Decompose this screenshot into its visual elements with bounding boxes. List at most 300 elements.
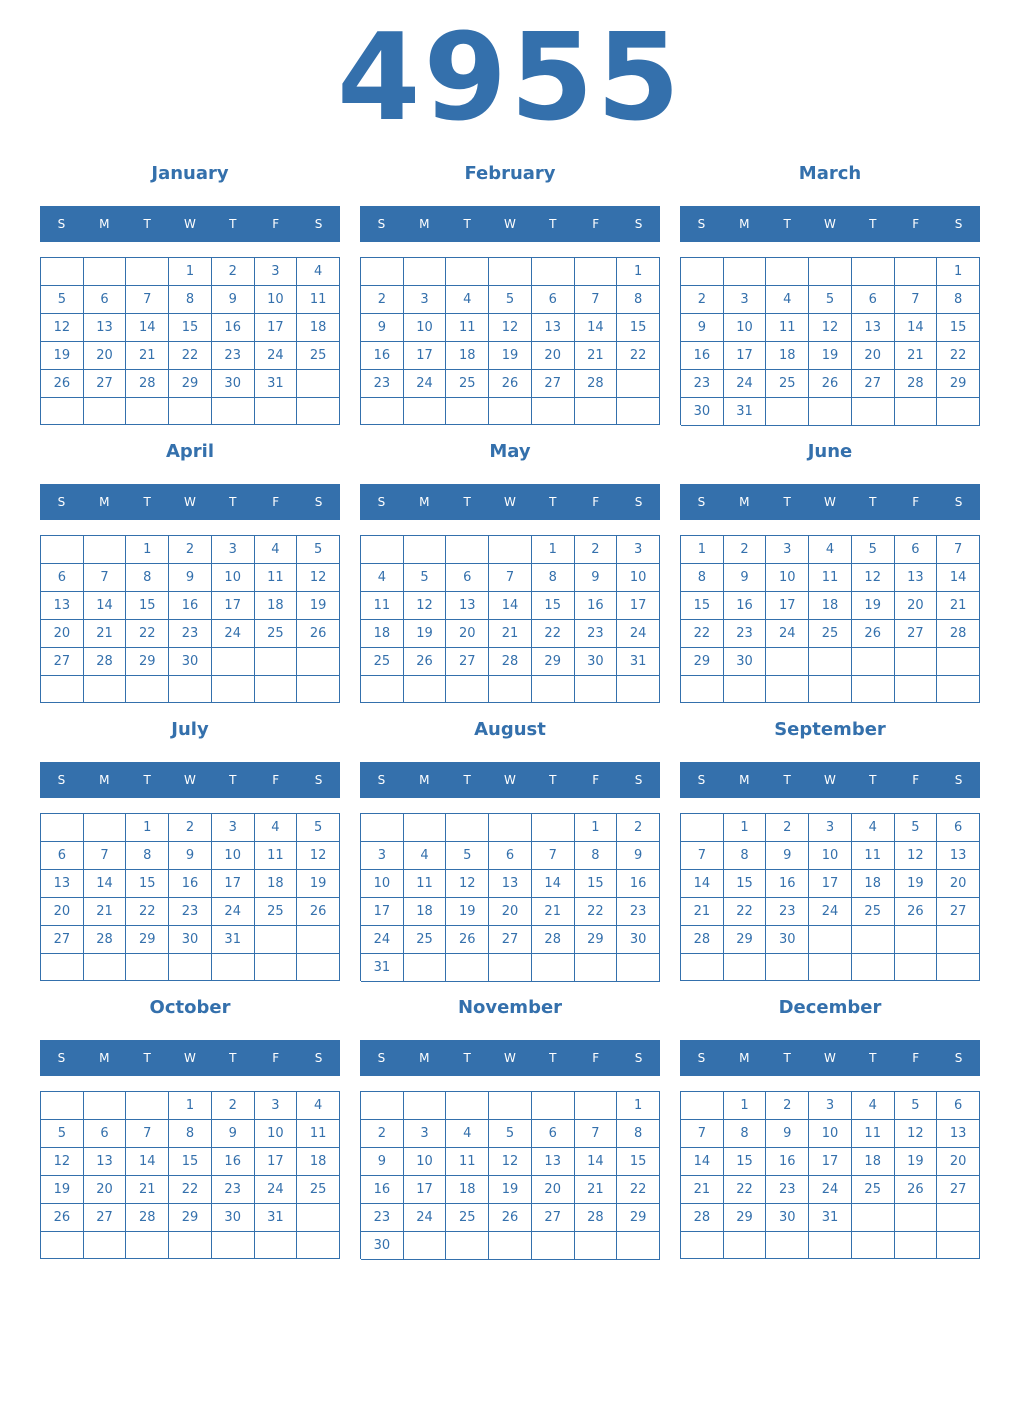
day-cell[interactable]: 27 — [937, 898, 980, 926]
day-cell[interactable]: 14 — [575, 1148, 618, 1176]
day-cell[interactable]: 30 — [617, 926, 660, 954]
day-cell[interactable]: 15 — [617, 314, 660, 342]
day-cell[interactable]: 22 — [937, 342, 980, 370]
day-cell[interactable]: 13 — [489, 870, 532, 898]
day-cell[interactable]: 8 — [532, 564, 575, 592]
day-cell[interactable]: 30 — [169, 648, 212, 676]
day-cell[interactable]: 6 — [532, 286, 575, 314]
day-cell[interactable]: 12 — [489, 1148, 532, 1176]
day-cell[interactable]: 28 — [84, 926, 127, 954]
day-cell[interactable]: 2 — [617, 814, 660, 842]
day-cell[interactable]: 1 — [724, 814, 767, 842]
day-cell[interactable]: 30 — [361, 1232, 404, 1260]
day-cell[interactable]: 25 — [255, 898, 298, 926]
day-cell[interactable]: 17 — [212, 870, 255, 898]
day-cell[interactable]: 3 — [212, 814, 255, 842]
day-cell[interactable]: 1 — [126, 814, 169, 842]
day-cell[interactable]: 3 — [212, 536, 255, 564]
day-cell[interactable]: 8 — [575, 842, 618, 870]
day-cell[interactable]: 1 — [617, 258, 660, 286]
day-cell[interactable]: 26 — [297, 620, 340, 648]
day-cell[interactable]: 15 — [724, 870, 767, 898]
day-cell[interactable]: 7 — [575, 1120, 618, 1148]
day-cell[interactable]: 23 — [617, 898, 660, 926]
day-cell[interactable]: 25 — [809, 620, 852, 648]
day-cell[interactable]: 5 — [404, 564, 447, 592]
day-cell[interactable]: 17 — [617, 592, 660, 620]
day-cell[interactable]: 31 — [255, 370, 298, 398]
day-cell[interactable]: 13 — [84, 1148, 127, 1176]
day-cell[interactable]: 11 — [446, 1148, 489, 1176]
day-cell[interactable]: 22 — [575, 898, 618, 926]
day-cell[interactable]: 25 — [446, 370, 489, 398]
day-cell[interactable]: 25 — [852, 898, 895, 926]
day-cell[interactable]: 1 — [617, 1092, 660, 1120]
day-cell[interactable]: 22 — [681, 620, 724, 648]
day-cell[interactable]: 18 — [297, 1148, 340, 1176]
day-cell[interactable]: 8 — [724, 1120, 767, 1148]
day-cell[interactable]: 21 — [84, 898, 127, 926]
day-cell[interactable]: 31 — [361, 954, 404, 982]
day-cell[interactable]: 9 — [212, 286, 255, 314]
day-cell[interactable]: 25 — [404, 926, 447, 954]
day-cell[interactable]: 30 — [724, 648, 767, 676]
day-cell[interactable]: 12 — [895, 1120, 938, 1148]
day-cell[interactable]: 27 — [895, 620, 938, 648]
day-cell[interactable]: 11 — [809, 564, 852, 592]
day-cell[interactable]: 13 — [84, 314, 127, 342]
day-cell[interactable]: 18 — [446, 342, 489, 370]
day-cell[interactable]: 18 — [766, 342, 809, 370]
day-cell[interactable]: 7 — [489, 564, 532, 592]
day-cell[interactable]: 21 — [937, 592, 980, 620]
day-cell[interactable]: 15 — [681, 592, 724, 620]
day-cell[interactable]: 23 — [766, 1176, 809, 1204]
day-cell[interactable]: 27 — [852, 370, 895, 398]
day-cell[interactable]: 30 — [212, 1204, 255, 1232]
day-cell[interactable]: 17 — [361, 898, 404, 926]
day-cell[interactable]: 27 — [84, 1204, 127, 1232]
day-cell[interactable]: 18 — [297, 314, 340, 342]
day-cell[interactable]: 29 — [724, 926, 767, 954]
day-cell[interactable]: 20 — [446, 620, 489, 648]
day-cell[interactable]: 12 — [895, 842, 938, 870]
day-cell[interactable]: 27 — [532, 370, 575, 398]
day-cell[interactable]: 30 — [169, 926, 212, 954]
day-cell[interactable]: 9 — [681, 314, 724, 342]
day-cell[interactable]: 29 — [937, 370, 980, 398]
day-cell[interactable]: 21 — [126, 342, 169, 370]
day-cell[interactable]: 10 — [766, 564, 809, 592]
day-cell[interactable]: 26 — [446, 926, 489, 954]
day-cell[interactable]: 4 — [766, 286, 809, 314]
day-cell[interactable]: 22 — [724, 1176, 767, 1204]
day-cell[interactable]: 9 — [361, 1148, 404, 1176]
day-cell[interactable]: 22 — [169, 342, 212, 370]
day-cell[interactable]: 26 — [297, 898, 340, 926]
day-cell[interactable]: 24 — [404, 370, 447, 398]
day-cell[interactable]: 3 — [404, 286, 447, 314]
day-cell[interactable]: 17 — [255, 314, 298, 342]
day-cell[interactable]: 18 — [255, 592, 298, 620]
day-cell[interactable]: 2 — [169, 536, 212, 564]
day-cell[interactable]: 28 — [681, 926, 724, 954]
day-cell[interactable]: 7 — [937, 536, 980, 564]
day-cell[interactable]: 11 — [255, 842, 298, 870]
day-cell[interactable]: 25 — [446, 1204, 489, 1232]
day-cell[interactable]: 28 — [84, 648, 127, 676]
day-cell[interactable]: 14 — [895, 314, 938, 342]
day-cell[interactable]: 31 — [809, 1204, 852, 1232]
day-cell[interactable]: 7 — [84, 842, 127, 870]
day-cell[interactable]: 19 — [297, 870, 340, 898]
day-cell[interactable]: 16 — [361, 342, 404, 370]
day-cell[interactable]: 29 — [126, 926, 169, 954]
day-cell[interactable]: 3 — [404, 1120, 447, 1148]
day-cell[interactable]: 2 — [724, 536, 767, 564]
day-cell[interactable]: 14 — [489, 592, 532, 620]
day-cell[interactable]: 20 — [895, 592, 938, 620]
day-cell[interactable]: 12 — [446, 870, 489, 898]
day-cell[interactable]: 18 — [809, 592, 852, 620]
day-cell[interactable]: 11 — [361, 592, 404, 620]
day-cell[interactable]: 26 — [489, 1204, 532, 1232]
day-cell[interactable]: 24 — [212, 898, 255, 926]
day-cell[interactable]: 19 — [895, 1148, 938, 1176]
day-cell[interactable]: 18 — [361, 620, 404, 648]
day-cell[interactable]: 11 — [766, 314, 809, 342]
day-cell[interactable]: 4 — [446, 286, 489, 314]
day-cell[interactable]: 27 — [532, 1204, 575, 1232]
day-cell[interactable]: 4 — [809, 536, 852, 564]
day-cell[interactable]: 7 — [681, 842, 724, 870]
day-cell[interactable]: 28 — [575, 370, 618, 398]
day-cell[interactable]: 10 — [404, 1148, 447, 1176]
day-cell[interactable]: 20 — [41, 620, 84, 648]
day-cell[interactable]: 13 — [41, 592, 84, 620]
day-cell[interactable]: 13 — [937, 842, 980, 870]
day-cell[interactable]: 10 — [617, 564, 660, 592]
day-cell[interactable]: 7 — [681, 1120, 724, 1148]
day-cell[interactable]: 10 — [809, 842, 852, 870]
day-cell[interactable]: 6 — [895, 536, 938, 564]
day-cell[interactable]: 13 — [852, 314, 895, 342]
day-cell[interactable]: 15 — [532, 592, 575, 620]
day-cell[interactable]: 20 — [489, 898, 532, 926]
day-cell[interactable]: 19 — [489, 1176, 532, 1204]
day-cell[interactable]: 25 — [297, 342, 340, 370]
day-cell[interactable]: 15 — [617, 1148, 660, 1176]
day-cell[interactable]: 20 — [41, 898, 84, 926]
day-cell[interactable]: 6 — [532, 1120, 575, 1148]
day-cell[interactable]: 23 — [212, 1176, 255, 1204]
day-cell[interactable]: 22 — [617, 1176, 660, 1204]
day-cell[interactable]: 6 — [446, 564, 489, 592]
day-cell[interactable]: 21 — [681, 1176, 724, 1204]
day-cell[interactable]: 3 — [766, 536, 809, 564]
day-cell[interactable]: 2 — [212, 1092, 255, 1120]
day-cell[interactable]: 19 — [41, 342, 84, 370]
day-cell[interactable]: 27 — [84, 370, 127, 398]
day-cell[interactable]: 4 — [297, 258, 340, 286]
day-cell[interactable]: 17 — [212, 592, 255, 620]
day-cell[interactable]: 4 — [255, 536, 298, 564]
day-cell[interactable]: 16 — [617, 870, 660, 898]
day-cell[interactable]: 7 — [126, 286, 169, 314]
day-cell[interactable]: 6 — [852, 286, 895, 314]
day-cell[interactable]: 5 — [895, 1092, 938, 1120]
day-cell[interactable]: 4 — [297, 1092, 340, 1120]
day-cell[interactable]: 3 — [617, 536, 660, 564]
day-cell[interactable]: 6 — [41, 842, 84, 870]
day-cell[interactable]: 21 — [575, 1176, 618, 1204]
day-cell[interactable]: 26 — [489, 370, 532, 398]
day-cell[interactable]: 10 — [361, 870, 404, 898]
day-cell[interactable]: 11 — [852, 842, 895, 870]
day-cell[interactable]: 29 — [169, 370, 212, 398]
day-cell[interactable]: 22 — [169, 1176, 212, 1204]
day-cell[interactable]: 29 — [169, 1204, 212, 1232]
day-cell[interactable]: 23 — [681, 370, 724, 398]
day-cell[interactable]: 26 — [809, 370, 852, 398]
day-cell[interactable]: 7 — [126, 1120, 169, 1148]
day-cell[interactable]: 24 — [361, 926, 404, 954]
day-cell[interactable]: 9 — [361, 314, 404, 342]
day-cell[interactable]: 14 — [84, 870, 127, 898]
day-cell[interactable]: 23 — [575, 620, 618, 648]
day-cell[interactable]: 24 — [724, 370, 767, 398]
day-cell[interactable]: 15 — [126, 870, 169, 898]
day-cell[interactable]: 2 — [212, 258, 255, 286]
day-cell[interactable]: 14 — [681, 1148, 724, 1176]
day-cell[interactable]: 9 — [766, 842, 809, 870]
day-cell[interactable]: 17 — [255, 1148, 298, 1176]
day-cell[interactable]: 31 — [255, 1204, 298, 1232]
day-cell[interactable]: 24 — [255, 1176, 298, 1204]
day-cell[interactable]: 8 — [169, 1120, 212, 1148]
day-cell[interactable]: 9 — [169, 842, 212, 870]
day-cell[interactable]: 17 — [404, 342, 447, 370]
day-cell[interactable]: 20 — [937, 1148, 980, 1176]
day-cell[interactable]: 2 — [361, 286, 404, 314]
day-cell[interactable]: 2 — [575, 536, 618, 564]
day-cell[interactable]: 14 — [681, 870, 724, 898]
day-cell[interactable]: 9 — [724, 564, 767, 592]
day-cell[interactable]: 8 — [126, 564, 169, 592]
day-cell[interactable]: 6 — [489, 842, 532, 870]
day-cell[interactable]: 12 — [404, 592, 447, 620]
day-cell[interactable]: 20 — [937, 870, 980, 898]
day-cell[interactable]: 26 — [852, 620, 895, 648]
day-cell[interactable]: 25 — [852, 1176, 895, 1204]
day-cell[interactable]: 29 — [575, 926, 618, 954]
day-cell[interactable]: 9 — [575, 564, 618, 592]
day-cell[interactable]: 23 — [169, 898, 212, 926]
day-cell[interactable]: 20 — [84, 1176, 127, 1204]
day-cell[interactable]: 8 — [617, 286, 660, 314]
day-cell[interactable]: 29 — [724, 1204, 767, 1232]
day-cell[interactable]: 30 — [212, 370, 255, 398]
day-cell[interactable]: 21 — [681, 898, 724, 926]
day-cell[interactable]: 28 — [681, 1204, 724, 1232]
day-cell[interactable]: 9 — [766, 1120, 809, 1148]
day-cell[interactable]: 18 — [255, 870, 298, 898]
day-cell[interactable]: 15 — [126, 592, 169, 620]
day-cell[interactable]: 5 — [297, 536, 340, 564]
day-cell[interactable]: 23 — [169, 620, 212, 648]
day-cell[interactable]: 19 — [809, 342, 852, 370]
day-cell[interactable]: 7 — [84, 564, 127, 592]
day-cell[interactable]: 4 — [404, 842, 447, 870]
day-cell[interactable]: 1 — [169, 258, 212, 286]
day-cell[interactable]: 24 — [766, 620, 809, 648]
day-cell[interactable]: 6 — [84, 286, 127, 314]
day-cell[interactable]: 22 — [532, 620, 575, 648]
day-cell[interactable]: 27 — [489, 926, 532, 954]
day-cell[interactable]: 23 — [766, 898, 809, 926]
day-cell[interactable]: 23 — [361, 1204, 404, 1232]
day-cell[interactable]: 13 — [937, 1120, 980, 1148]
day-cell[interactable]: 27 — [41, 648, 84, 676]
day-cell[interactable]: 7 — [895, 286, 938, 314]
day-cell[interactable]: 14 — [532, 870, 575, 898]
day-cell[interactable]: 16 — [681, 342, 724, 370]
day-cell[interactable]: 3 — [255, 258, 298, 286]
day-cell[interactable]: 3 — [809, 1092, 852, 1120]
day-cell[interactable]: 11 — [446, 314, 489, 342]
day-cell[interactable]: 31 — [617, 648, 660, 676]
day-cell[interactable]: 10 — [724, 314, 767, 342]
day-cell[interactable]: 13 — [895, 564, 938, 592]
day-cell[interactable]: 13 — [446, 592, 489, 620]
day-cell[interactable]: 15 — [575, 870, 618, 898]
day-cell[interactable]: 5 — [41, 286, 84, 314]
day-cell[interactable]: 26 — [404, 648, 447, 676]
day-cell[interactable]: 5 — [41, 1120, 84, 1148]
day-cell[interactable]: 16 — [169, 592, 212, 620]
day-cell[interactable]: 9 — [212, 1120, 255, 1148]
day-cell[interactable]: 16 — [575, 592, 618, 620]
day-cell[interactable]: 31 — [212, 926, 255, 954]
day-cell[interactable]: 10 — [212, 564, 255, 592]
day-cell[interactable]: 15 — [937, 314, 980, 342]
day-cell[interactable]: 22 — [126, 898, 169, 926]
day-cell[interactable]: 13 — [41, 870, 84, 898]
day-cell[interactable]: 2 — [766, 1092, 809, 1120]
day-cell[interactable]: 24 — [404, 1204, 447, 1232]
day-cell[interactable]: 19 — [489, 342, 532, 370]
day-cell[interactable]: 14 — [575, 314, 618, 342]
day-cell[interactable]: 10 — [404, 314, 447, 342]
day-cell[interactable]: 1 — [126, 536, 169, 564]
day-cell[interactable]: 6 — [937, 814, 980, 842]
day-cell[interactable]: 20 — [84, 342, 127, 370]
day-cell[interactable]: 27 — [446, 648, 489, 676]
day-cell[interactable]: 21 — [489, 620, 532, 648]
day-cell[interactable]: 25 — [297, 1176, 340, 1204]
day-cell[interactable]: 22 — [724, 898, 767, 926]
day-cell[interactable]: 14 — [84, 592, 127, 620]
day-cell[interactable]: 16 — [212, 314, 255, 342]
day-cell[interactable]: 17 — [724, 342, 767, 370]
day-cell[interactable]: 12 — [41, 1148, 84, 1176]
day-cell[interactable]: 16 — [766, 1148, 809, 1176]
day-cell[interactable]: 17 — [809, 1148, 852, 1176]
day-cell[interactable]: 30 — [681, 398, 724, 426]
day-cell[interactable]: 4 — [446, 1120, 489, 1148]
day-cell[interactable]: 10 — [255, 286, 298, 314]
day-cell[interactable]: 26 — [895, 1176, 938, 1204]
day-cell[interactable]: 21 — [126, 1176, 169, 1204]
day-cell[interactable]: 12 — [297, 564, 340, 592]
day-cell[interactable]: 20 — [532, 1176, 575, 1204]
day-cell[interactable]: 2 — [681, 286, 724, 314]
day-cell[interactable]: 29 — [532, 648, 575, 676]
day-cell[interactable]: 15 — [169, 1148, 212, 1176]
day-cell[interactable]: 11 — [852, 1120, 895, 1148]
day-cell[interactable]: 19 — [404, 620, 447, 648]
day-cell[interactable]: 4 — [852, 1092, 895, 1120]
day-cell[interactable]: 19 — [852, 592, 895, 620]
day-cell[interactable]: 28 — [937, 620, 980, 648]
day-cell[interactable]: 23 — [361, 370, 404, 398]
day-cell[interactable]: 20 — [532, 342, 575, 370]
day-cell[interactable]: 19 — [446, 898, 489, 926]
day-cell[interactable]: 4 — [852, 814, 895, 842]
day-cell[interactable]: 31 — [724, 398, 767, 426]
day-cell[interactable]: 23 — [724, 620, 767, 648]
day-cell[interactable]: 3 — [724, 286, 767, 314]
day-cell[interactable]: 24 — [255, 342, 298, 370]
day-cell[interactable]: 16 — [766, 870, 809, 898]
day-cell[interactable]: 26 — [41, 370, 84, 398]
day-cell[interactable]: 10 — [809, 1120, 852, 1148]
day-cell[interactable]: 8 — [937, 286, 980, 314]
day-cell[interactable]: 14 — [937, 564, 980, 592]
day-cell[interactable]: 19 — [895, 870, 938, 898]
day-cell[interactable]: 5 — [446, 842, 489, 870]
day-cell[interactable]: 8 — [724, 842, 767, 870]
day-cell[interactable]: 3 — [361, 842, 404, 870]
day-cell[interactable]: 18 — [852, 870, 895, 898]
day-cell[interactable]: 8 — [126, 842, 169, 870]
day-cell[interactable]: 10 — [255, 1120, 298, 1148]
day-cell[interactable]: 11 — [404, 870, 447, 898]
day-cell[interactable]: 21 — [84, 620, 127, 648]
day-cell[interactable]: 13 — [532, 314, 575, 342]
day-cell[interactable]: 18 — [404, 898, 447, 926]
day-cell[interactable]: 1 — [532, 536, 575, 564]
day-cell[interactable]: 16 — [169, 870, 212, 898]
day-cell[interactable]: 22 — [126, 620, 169, 648]
day-cell[interactable]: 25 — [255, 620, 298, 648]
day-cell[interactable]: 1 — [724, 1092, 767, 1120]
day-cell[interactable]: 30 — [766, 926, 809, 954]
day-cell[interactable]: 28 — [895, 370, 938, 398]
day-cell[interactable]: 24 — [212, 620, 255, 648]
day-cell[interactable]: 3 — [255, 1092, 298, 1120]
day-cell[interactable]: 9 — [169, 564, 212, 592]
day-cell[interactable]: 9 — [617, 842, 660, 870]
day-cell[interactable]: 4 — [255, 814, 298, 842]
day-cell[interactable]: 28 — [489, 648, 532, 676]
day-cell[interactable]: 2 — [766, 814, 809, 842]
day-cell[interactable]: 11 — [297, 1120, 340, 1148]
day-cell[interactable]: 4 — [361, 564, 404, 592]
day-cell[interactable]: 12 — [852, 564, 895, 592]
day-cell[interactable]: 2 — [361, 1120, 404, 1148]
day-cell[interactable]: 5 — [489, 1120, 532, 1148]
